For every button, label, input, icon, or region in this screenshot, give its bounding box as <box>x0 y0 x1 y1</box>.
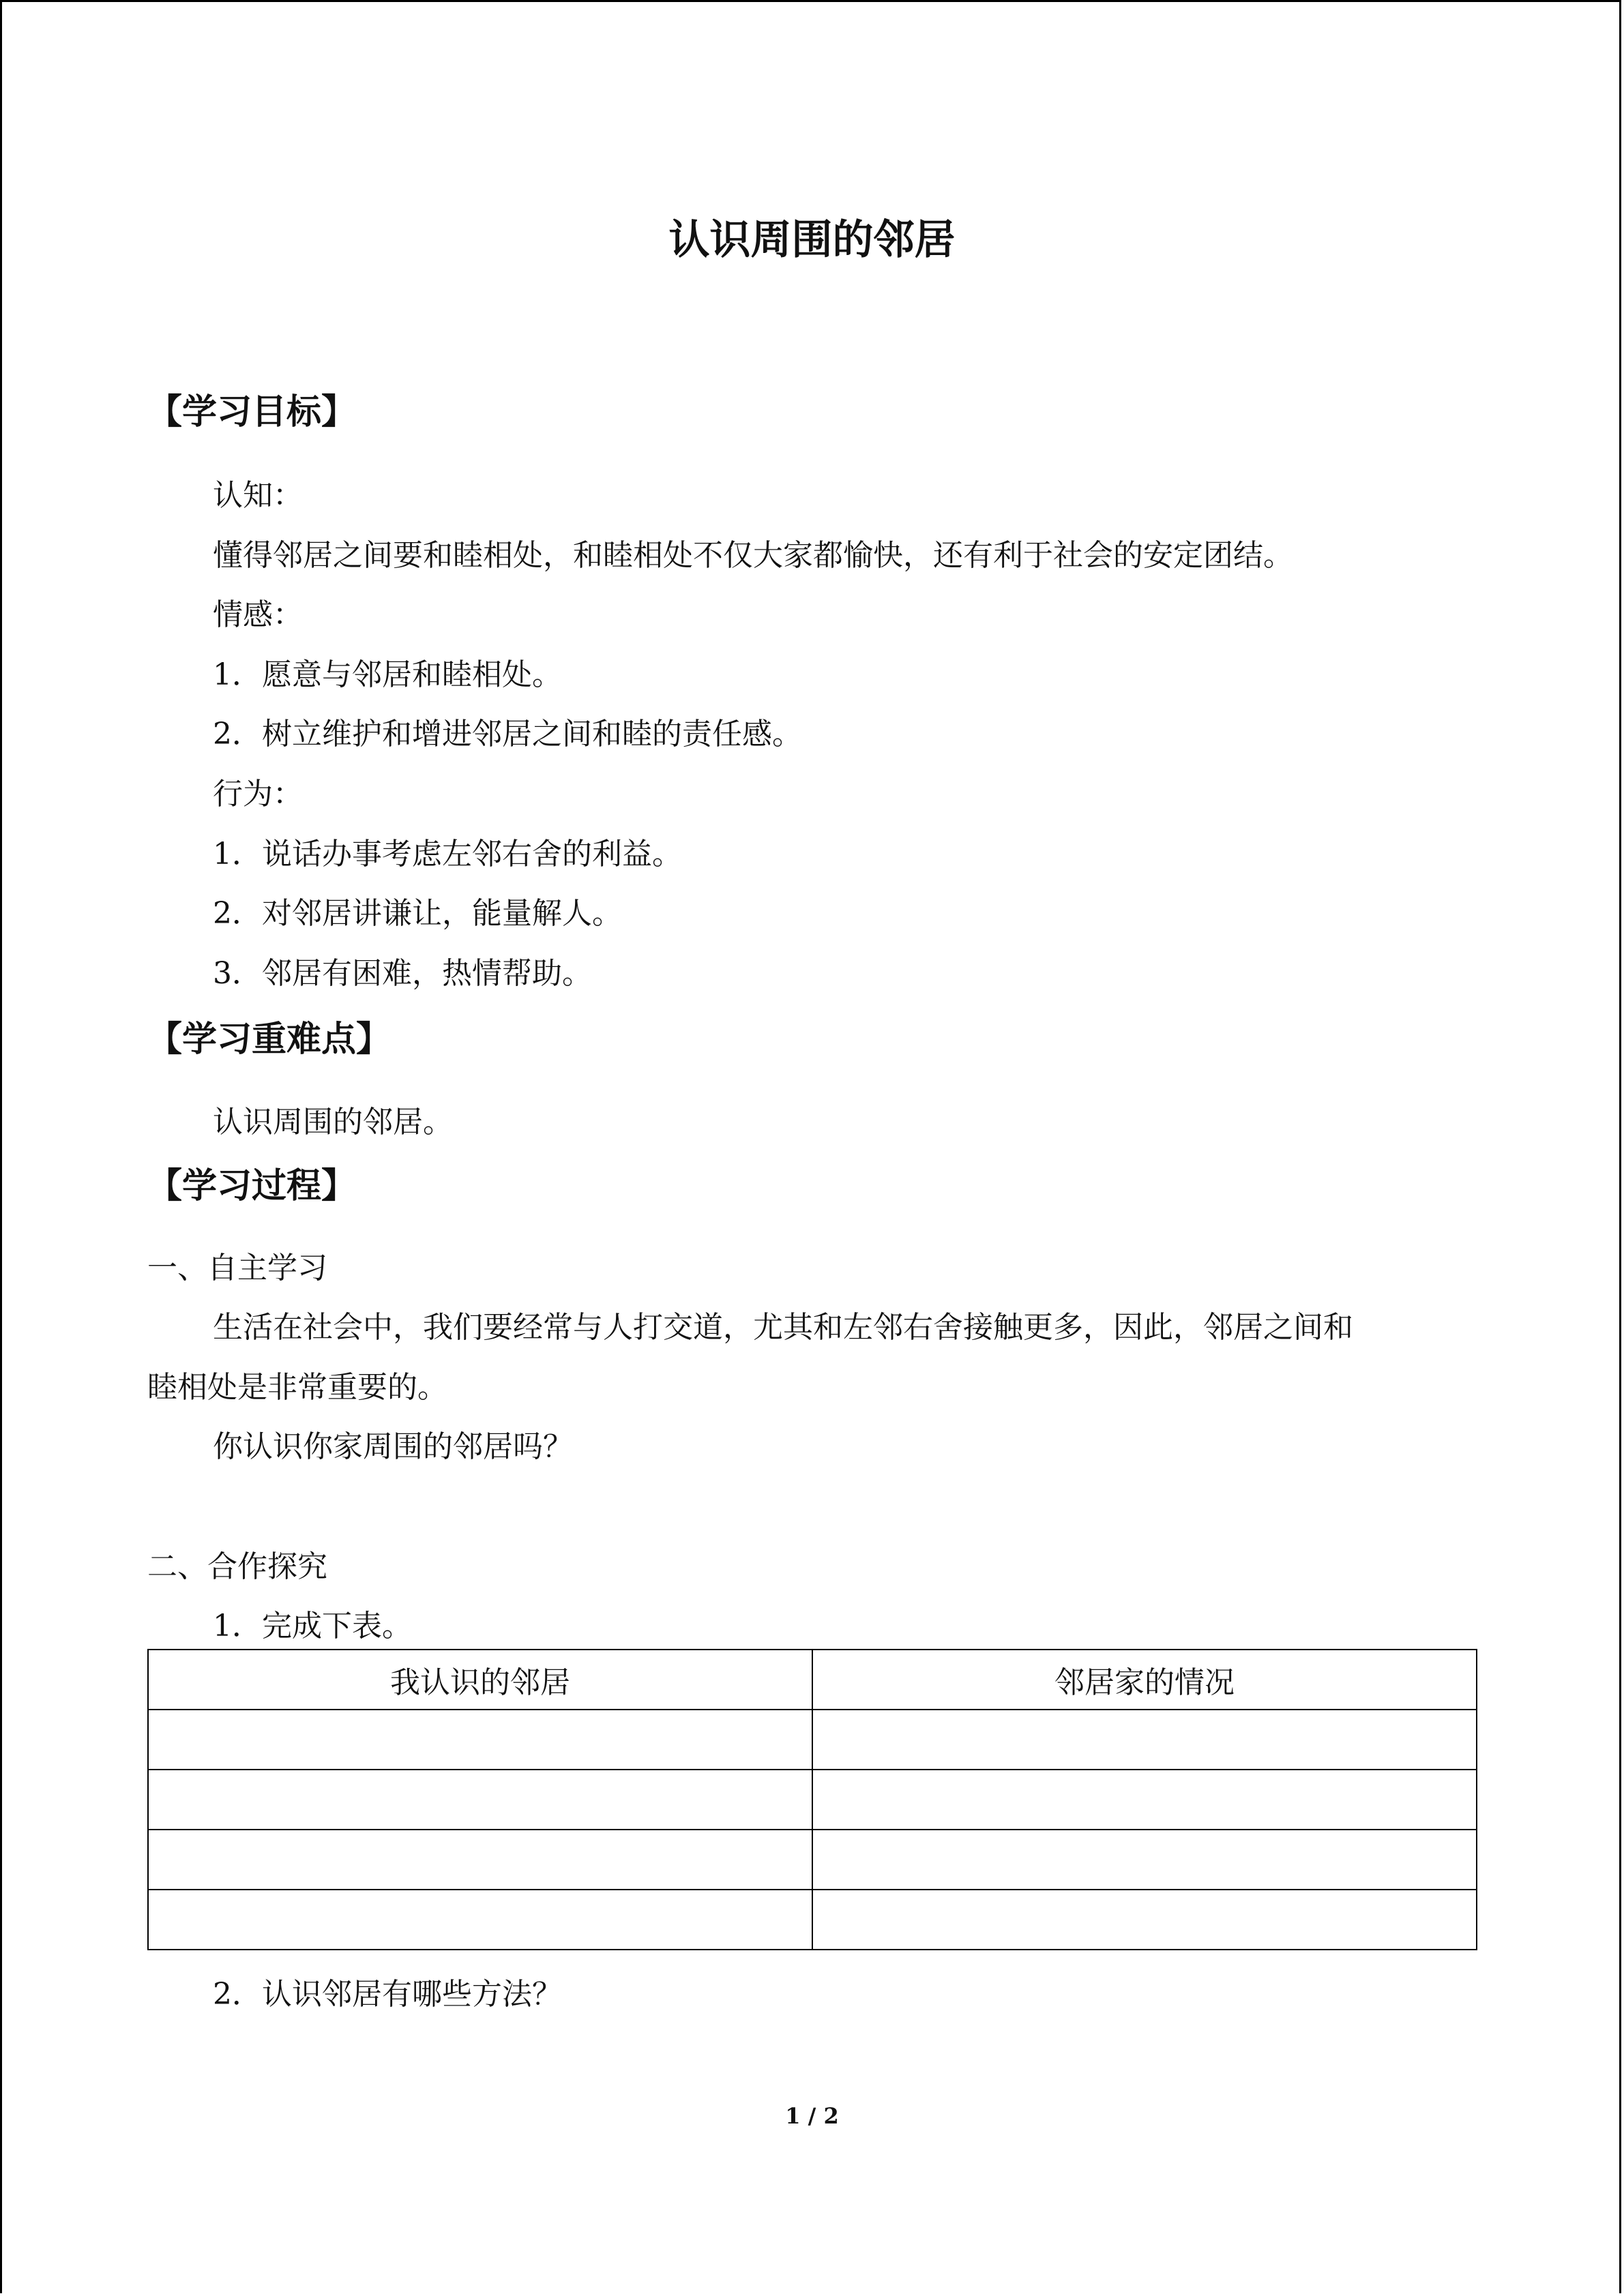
emotion-label: 情感： <box>213 597 303 632</box>
table-row <box>148 1890 1477 1950</box>
table-row <box>148 1770 1477 1830</box>
emotion-item-1: 1．愿意与邻居和睦相处。 <box>213 657 562 692</box>
table-cell[interactable] <box>148 1770 812 1830</box>
task-1: 1．完成下表。 <box>213 1609 412 1643</box>
behavior-item-2: 2．对邻居讲谦让，能量解人。 <box>213 896 622 931</box>
cognition-label: 认知： <box>213 478 303 513</box>
table-cell[interactable] <box>148 1890 812 1950</box>
self-study-title: 一、自主学习 <box>147 1251 327 1285</box>
cooperation-title: 二、合作探究 <box>147 1549 327 1584</box>
table-cell[interactable] <box>812 1710 1477 1770</box>
behavior-label: 行为： <box>213 777 303 811</box>
table-cell[interactable] <box>812 1770 1477 1830</box>
table-cell[interactable] <box>812 1830 1477 1890</box>
neighbor-table <box>147 1649 1477 1950</box>
task-2: 2．认识邻居有哪些方法？ <box>213 1977 562 2012</box>
behavior-item-3: 3．邻居有困难，热情帮助。 <box>213 956 592 991</box>
behavior-item-1: 1．说话办事考虑左邻右舍的利益。 <box>213 837 682 871</box>
goals-heading: 【学习目标】 <box>147 392 357 432</box>
cognition-text: 懂得邻居之间要和睦相处，和睦相处不仅大家都愉快，还有利于社会的安定团结。 <box>213 538 1293 573</box>
key-points-heading: 【学习重难点】 <box>147 1019 392 1060</box>
table-row <box>148 1830 1477 1890</box>
table-header-cell: 邻居家的情况 <box>812 1650 1477 1710</box>
table-cell[interactable] <box>148 1710 812 1770</box>
table-row <box>148 1710 1477 1770</box>
table-cell[interactable] <box>812 1890 1477 1950</box>
process-heading: 【学习过程】 <box>147 1166 357 1206</box>
emotion-item-2: 2．树立维护和增进邻居之间和睦的责任感。 <box>213 717 802 751</box>
key-points-text: 认识周围的邻居。 <box>213 1105 453 1139</box>
document-title: 认识周围的邻居 <box>668 216 956 264</box>
table-header-cell: 我认识的邻居 <box>148 1650 812 1710</box>
page-indicator: 1 / 2 <box>785 2103 839 2129</box>
self-study-question: 你认识你家周围的邻居吗？ <box>213 1429 573 1464</box>
table-cell[interactable] <box>148 1830 812 1890</box>
table-header-row <box>148 1650 1477 1710</box>
self-study-paragraph-line-2: 睦相处是非常重要的。 <box>147 1370 447 1405</box>
self-study-paragraph-line-1: 生活在社会中，我们要经常与人打交道，尤其和左邻右舍接触更多，因此，邻居之间和 <box>213 1310 1353 1345</box>
